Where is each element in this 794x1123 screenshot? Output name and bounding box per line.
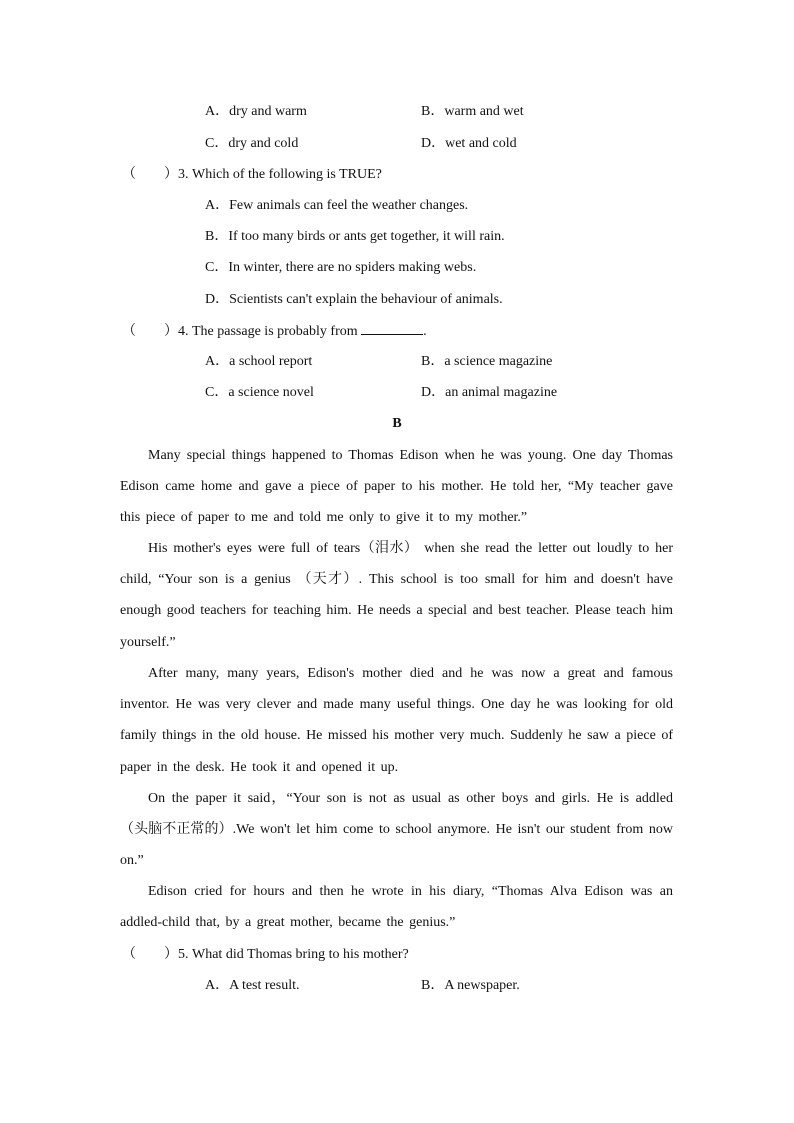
q2-option-d: D．wet and cold [421,136,517,151]
q4-option-b: B．a science magazine [421,354,553,369]
q4-stem [122,322,427,341]
q2-option-c: C．dry and cold [205,136,299,151]
q4-option-d: D．an animal magazine [421,385,558,400]
q3-option-c: C．In winter, there are no spiders making webs. [205,260,477,275]
q5-option-b: B．A newspaper. [421,978,520,993]
passage-paragraph: Edison cried for hours and then he wrote in his diary, “Thomas Alva Edison was an addled-child that, by a great mother, became the genius.” [120,884,673,931]
section-heading: B [392,416,402,431]
q3-stem: （ ）3. Which of the following is TRUE? [122,167,382,182]
q3-option-b: B．If too many birds or ants get together, it will rain. [205,229,505,244]
passage-paragraph: His mother's eyes were full of tears（泪水） when she read the letter out loudly to her child, “Your son is a genius （天才）. This school is too small for him and doesn't have enough good teachers for teaching him. He needs a special and best teacher. Please teach him yourself.” [120,541,673,650]
q4-option-a: A．a school report [205,354,313,369]
q5-stem: （ ）5. What did Thomas bring to his mother? [122,947,409,962]
passage-paragraph: Many special things happened to Thomas Edison when he was young. One day Thomas Edison came home and gave a piece of paper to his mother. He told her, “My teacher gave this piece of paper to me and told me only to give it to my mother.” [120,448,673,526]
q4-stem-period: . [423,324,427,339]
q5-option-a: A．A test result. [205,978,300,993]
passage-paragraph: After many, many years, Edison's mother died and he was now a great and famous inventor. He was very clever and made many useful things. One day he was looking for old family things in the old house. He missed his mother very much. Suddenly he saw a piece of paper in the desk. He took it and opened it up. [120,666,673,775]
q2-option-a: A．dry and warm [205,104,307,119]
q2-option-b: B．warm and wet [421,104,524,119]
passage-paragraph: On the paper it said，“Your son is not as usual as other boys and girls. He is addled（头脑不正常的）.We won't let him come to school anymore. He isn't our student from now on.” [120,791,673,869]
q3-option-a: A．Few animals can feel the weather changes. [205,198,469,213]
q4-option-c: C．a science novel [205,385,314,400]
q3-option-d: D．Scientists can't explain the behaviour of animals. [205,292,503,307]
q4-stem-text: （ ）4. The passage is probably from [122,324,362,339]
answer-blank[interactable] [361,322,423,335]
